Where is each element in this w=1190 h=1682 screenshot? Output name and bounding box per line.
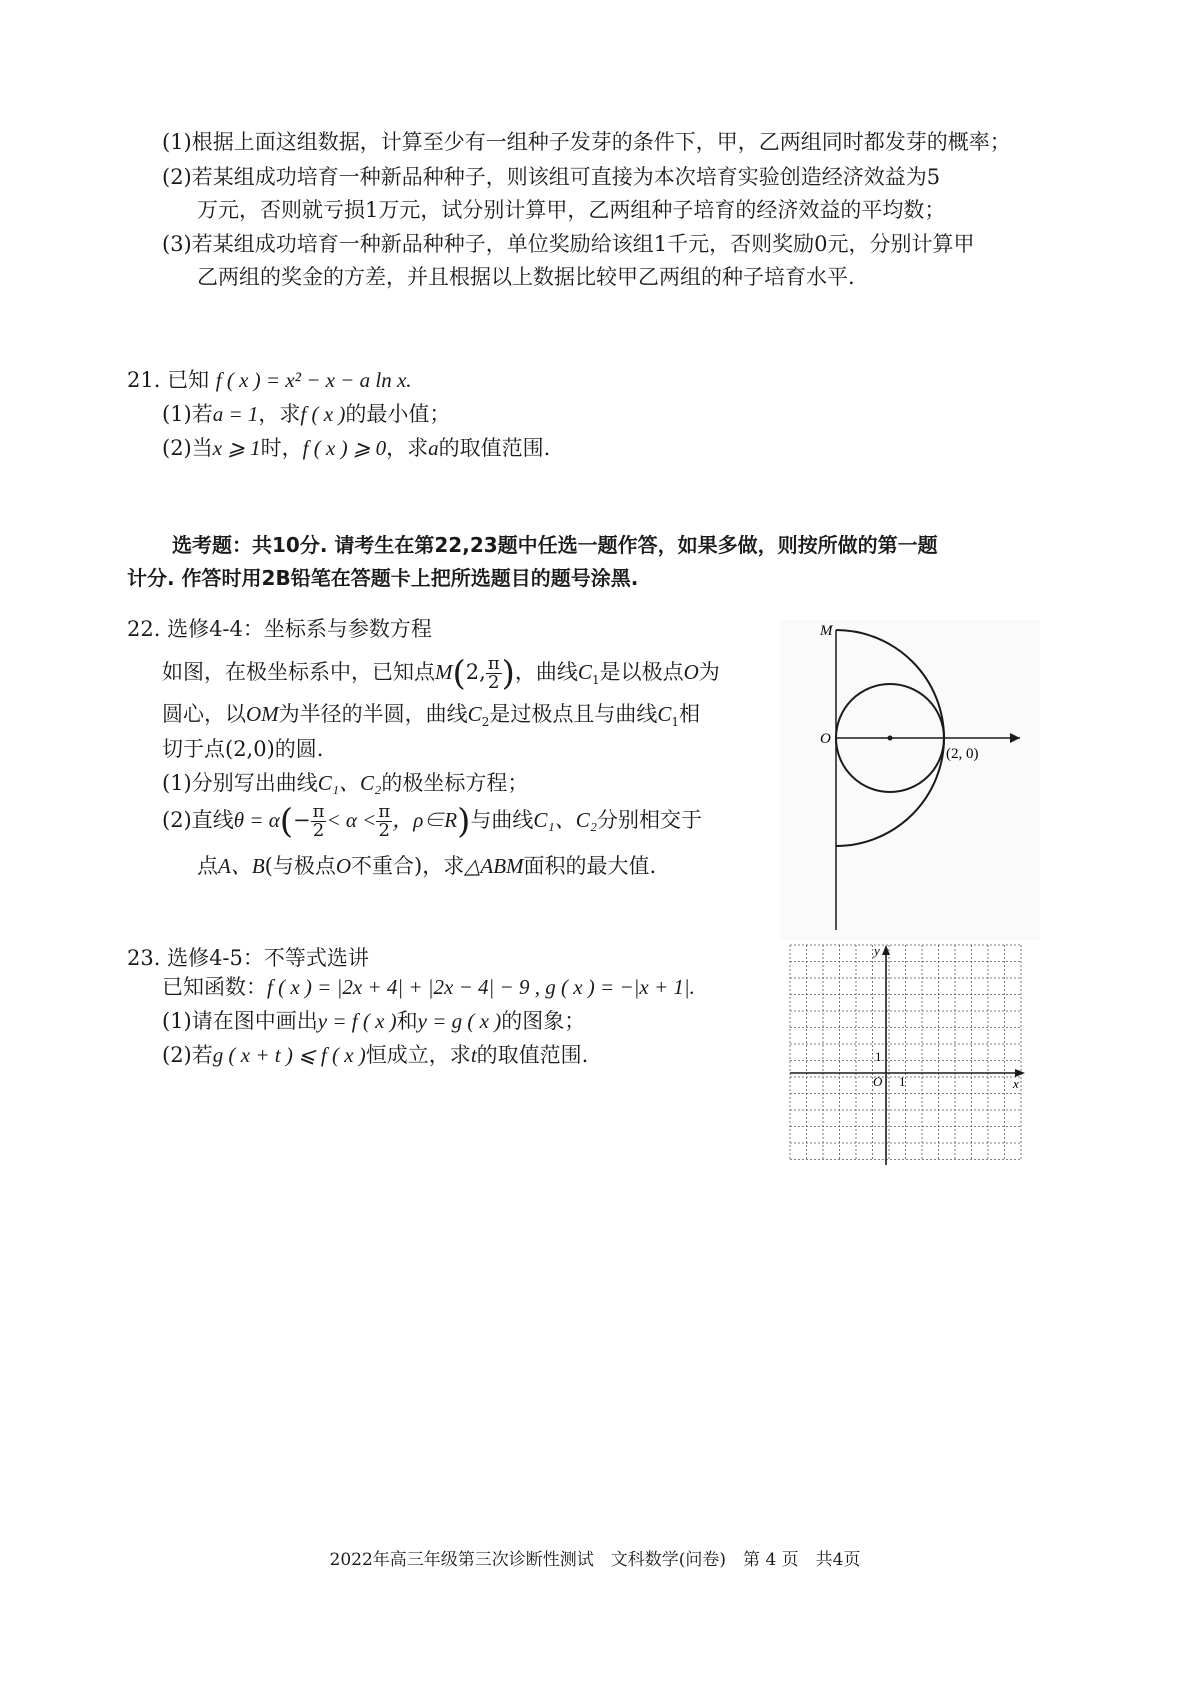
q22-l2-text3: 是过极点且与曲线 [489,702,658,726]
q23-text1: 已知函数： [162,975,267,999]
q22-p2-frac2 [376,803,392,840]
q21-part2-condition: x ⩾ 1 [212,436,261,460]
coordinate-grid [785,940,1030,1170]
q22-line2 [162,700,700,736]
q21-part1-text: ，求 [258,402,301,426]
q23-p2-end: 的取值范围. [476,1043,589,1067]
page-footer: 2022年高三年级第三次诊断性测试 文科数学(问卷) 第 4 页 共4页 [329,1550,861,1570]
q22-l2-c1-sub: 1 [671,715,679,730]
grid-lines [790,945,1021,1160]
q22-c1: C [577,660,592,684]
q22-p3-ab: A、B [218,854,265,878]
label-m: M [820,623,833,639]
q22-p2-text1: (2)直线 [162,808,234,832]
grid-label-y: y [874,943,880,958]
q21-number: 21. 已知 [127,368,210,392]
q23-line1 [162,973,695,1001]
q23-part2 [162,1041,588,1069]
q22-right-paren: ) [501,653,515,694]
q22-line1 [162,652,720,700]
q23-part1 [162,1007,585,1035]
q22-p3-o: O [335,854,352,878]
q21-part2 [162,434,550,462]
q21-part2-f: f ( x ) ⩾ 0 [302,436,387,460]
elective-instructions-line1: 选考题：共10分. 请考生在第22,23题中任选一题作答，如果多做，则按所做的第一题 [172,533,938,557]
q23-title: 23. 选修4-5：不等式选讲 [127,946,369,970]
q22-text4: 为 [698,660,720,684]
q21-part2-a: a [428,436,439,460]
q23-p1-end: 的图象； [501,1009,586,1033]
q22-p2-minus: − [293,808,311,832]
q22-l2-text2: 为半径的半圆，曲线 [278,702,468,726]
q22-l2-c2: C [467,702,482,726]
q22-p2-left-paren: ( [279,801,294,842]
q21-part2-text: 时， [260,436,303,460]
q22-p2-text3: 分别相交于 [597,808,703,832]
q22-text3: 是以极点 [599,660,684,684]
q22-p2-frac1-den: 2 [312,820,325,841]
q23-p2-text1: (2)若 [162,1043,213,1067]
q22-coord-r: 2, [465,660,486,684]
q22-point-m: M [435,660,453,684]
grid-label-one-x: 1 [899,1074,906,1089]
q22-title: 22. 选修4-4：坐标系与参数方程 [127,617,432,641]
polar-figure [780,620,1040,940]
q22-l2-c2-sub: 2 [481,715,490,730]
q22-frac-den: 2 [488,672,500,693]
q22-line3: 切于点(2,0)的圆. [162,737,324,761]
q22-p3-text1: 点 [197,854,218,878]
q22-l2-text1: 圆心，以 [162,702,246,726]
center-point [888,736,893,741]
q22-part2-line2 [197,852,656,880]
q23-p2-t: t [470,1043,477,1067]
q22-p2-frac1 [311,803,327,840]
q22-p3-text3: 不重合)，求 [351,854,465,878]
q22-p3-triangle: △ABM [464,854,524,878]
q22-p2-ineq: < α < [326,808,377,832]
q23-p1-and: 和 [396,1009,418,1033]
q22-p1-curves: C₁、C₂ [317,771,382,795]
q22-part1 [162,769,528,797]
q23-p1-text1: (1)请在图中画出 [162,1009,318,1033]
q22-p2-text2: 与曲线 [470,808,534,832]
q22-part2 [162,800,702,842]
q23-p2-ineq: g ( x + t ) ⩽ f ( x ) [212,1043,366,1067]
grid-label-x: x [1013,1076,1019,1091]
q23-functions: f ( x ) = |2x + 4| + |2x − 4| − 9 , g ( x ) = −|x + 1|. [267,975,695,999]
label-point-2-0: (2, 0) [946,746,979,762]
q20-part3-line2: 乙两组的奖金的方差，并且根据以上数据比较甲乙两组的种子培育水平. [197,265,855,289]
q22-p2-right-paren: ) [457,801,471,842]
q22-o: O [683,660,699,684]
elective-instructions-line2: 计分. 作答时用2B铅笔在答题卡上把所选题目的题号涂黑. [127,566,639,590]
q21-part2-end: 的取值范围. [438,436,551,460]
q23-p1-f: y = f ( x ) [317,1009,397,1033]
q21-part1-f: f ( x ) [300,402,346,426]
q22-left-paren: ( [452,653,466,694]
q22-p3-text4: 面积的最大值. [523,854,657,878]
q21-part2-prefix: (2)当 [162,436,213,460]
q22-om: OM [246,702,279,726]
q21-part1-condition: a = 1 [212,402,259,426]
q22-text2: ，曲线 [514,660,578,684]
q21-part1-end: 的最小值； [345,402,451,426]
q22-p3-text2: (与极点 [264,854,336,878]
q22-text1: 如图，在极坐标系中，已知点 [162,660,435,684]
q21-function: f ( x ) = x² − x − a ln x. [215,368,412,392]
q22-l2-c1: C [657,702,672,726]
q21-part1-prefix: (1)若 [162,402,213,426]
q22-l2-text4: 相 [678,702,700,726]
q22-p2-frac2-den: 2 [378,820,390,841]
q22-p1-text2: 的极坐标方程； [381,771,529,795]
q20-part2-line2: 万元，否则就亏损1万元，试分别计算甲，乙两组种子培育的经济效益的平均数； [197,198,946,222]
q22-p2-theta: θ = α [233,808,280,832]
q22-p2-frac2-num: π [378,801,391,822]
q20-part3-line1: (3)若某组成功培育一种新品种种子，单位奖励给该组1千元，否则奖励0元，分别计算甲 [162,232,975,256]
q23-p2-text2: 恒成立，求 [365,1043,471,1067]
q22-p1-text1: (1)分别写出曲线 [162,771,318,795]
q22-fraction [486,655,502,692]
q20-part2-line1: (2)若某组成功培育一种新品种种子，则该组可直接为本次培育实验创造经济效益为5 [162,165,941,189]
grid-label-one-y: 1 [875,1049,882,1064]
q22-p2-curves: C₁、C₂ [533,808,598,832]
grid-label-origin: O [873,1074,883,1089]
q22-frac-num: π [487,653,500,674]
figure-background [780,620,1040,940]
q23-p1-g: y = g ( x ) [417,1009,502,1033]
q21-stem [127,366,412,394]
q22-c1-sub: 1 [591,673,600,688]
q21-part2-text2: ，求 [386,436,429,460]
q22-p2-rho: ，ρ∈R [392,808,458,832]
label-o: O [820,731,831,747]
q20-part1: (1)根据上面这组数据，计算至少有一组种子发芽的条件下，甲，乙两组同时都发芽的概率； [162,130,1011,154]
q22-p2-frac1-num: π [312,801,325,822]
q21-part1 [162,400,450,428]
